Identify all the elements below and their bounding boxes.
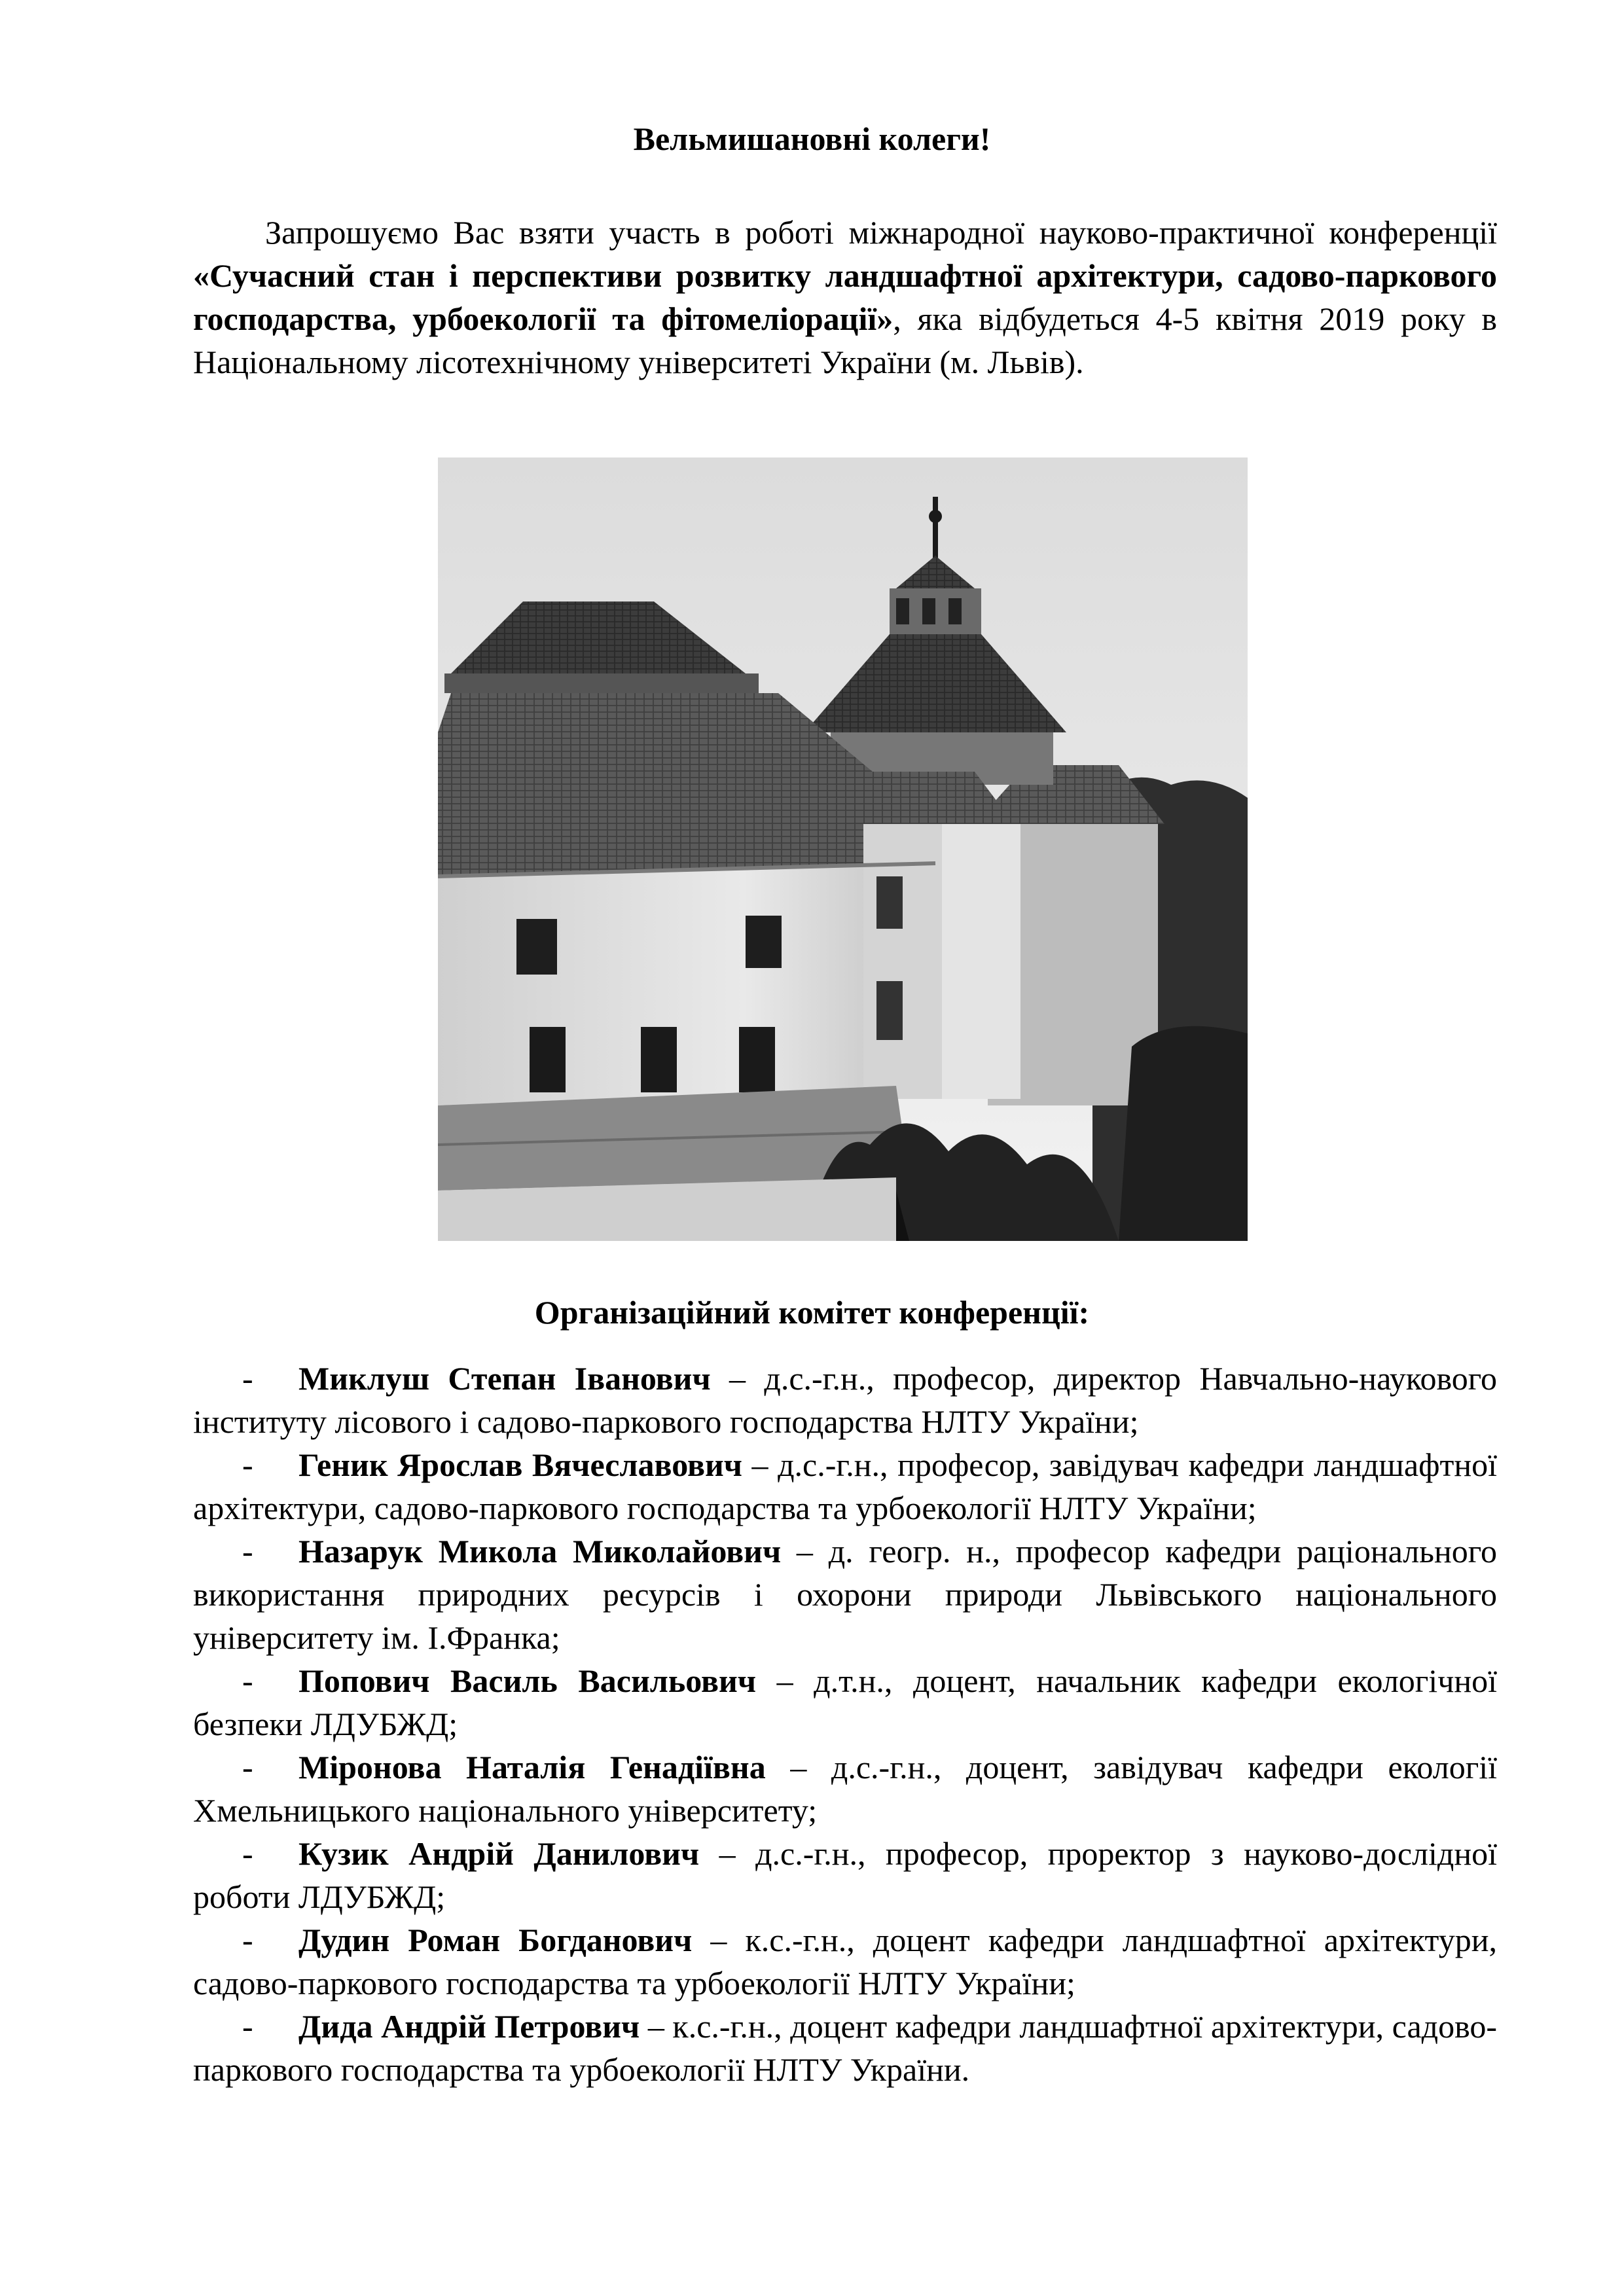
member-details: – к.с.-г.н., доцент кафедри ландшафтної архітектури, садово-паркового господарства та урбоекології НЛТУ України.	[193, 2008, 1497, 2088]
committee-member	[193, 1832, 1497, 1918]
committee-member	[193, 1659, 1497, 1746]
bullet-dash: -	[242, 1360, 253, 1397]
member-name: Геник Ярослав Вячеславович	[298, 1446, 742, 1483]
bullet-dash: -	[242, 1749, 253, 1785]
university-building-photo	[438, 457, 1248, 1241]
intro-text-before: Запрошуємо Вас взяти участь в роботі міжнародної науково-практичної конференції	[265, 214, 1497, 251]
member-name: Міронова Наталія Генадіївна	[298, 1749, 766, 1785]
member-name: Миклуш Степан Іванович	[298, 1360, 711, 1397]
member-name: Дудин Роман Богданович	[298, 1922, 693, 1958]
bullet-dash: -	[242, 1533, 253, 1570]
committee-member	[193, 1443, 1497, 1530]
committee-member	[193, 1357, 1497, 1443]
committee-members-list	[193, 1357, 1497, 2091]
conference-title: «Сучасний стан і перспективи розвитку ландшафтної архітектури, садово-паркового господарства, урбоекології та фітомеліорації»	[193, 257, 1497, 337]
member-name: Назарук Микола Миколайович	[298, 1533, 782, 1570]
member-name: Дида Андрій Петрович	[298, 2008, 640, 2045]
bullet-dash: -	[242, 1446, 253, 1483]
intro-text-after: , яка відбудеться 4-5 квітня 2019 року в Національному лісотехнічному університеті України (м. Львів).	[193, 300, 1497, 380]
member-details: – д.т.н., доцент, начальник кафедри екологічної безпеки ЛДУБЖД;	[193, 1662, 1497, 1742]
member-details: – д.с.-г.н., доцент, завідувач кафедри екології Хмельницького національного університету;	[193, 1749, 1497, 1829]
member-details: – д.с.-г.н., професор, директор Навчально-наукового інституту лісового і садово-паркового господарства НЛТУ України;	[193, 1360, 1497, 1440]
bullet-dash: -	[242, 1835, 253, 1872]
building-photo-illustration	[438, 457, 1248, 1241]
member-details: – д. геогр. н., професор кафедри раціонального використання природних ресурсів і охорони природи Львівського національного університету ім. І.Франка;	[193, 1533, 1497, 1656]
member-name: Попович Василь Васильович	[298, 1662, 757, 1699]
bullet-dash: -	[242, 1662, 253, 1699]
member-name: Кузик Андрій Данилович	[298, 1835, 700, 1872]
committee-member	[193, 2005, 1497, 2091]
bullet-dash: -	[242, 1922, 253, 1958]
greeting-heading: Вельмишановні колеги!	[633, 120, 991, 157]
committee-member	[193, 1746, 1497, 1832]
intro-paragraph	[193, 211, 1497, 384]
committee-heading: Організаційний комітет конференції:	[534, 1294, 1090, 1331]
committee-member	[193, 1530, 1497, 1659]
member-details: – д.с.-г.н., професор, проректор з науково-дослідної роботи ЛДУБЖД;	[193, 1835, 1497, 1915]
member-details: – д.с.-г.н., професор, завідувач кафедри ландшафтної архітектури, садово-паркового господарства та урбоекології НЛТУ України;	[193, 1446, 1497, 1526]
bullet-dash: -	[242, 2008, 253, 2045]
member-details: – к.с.-г.н., доцент кафедри ландшафтної архітектури, садово-паркового господарства та урбоекології НЛТУ України;	[193, 1922, 1497, 2001]
committee-member	[193, 1918, 1497, 2005]
